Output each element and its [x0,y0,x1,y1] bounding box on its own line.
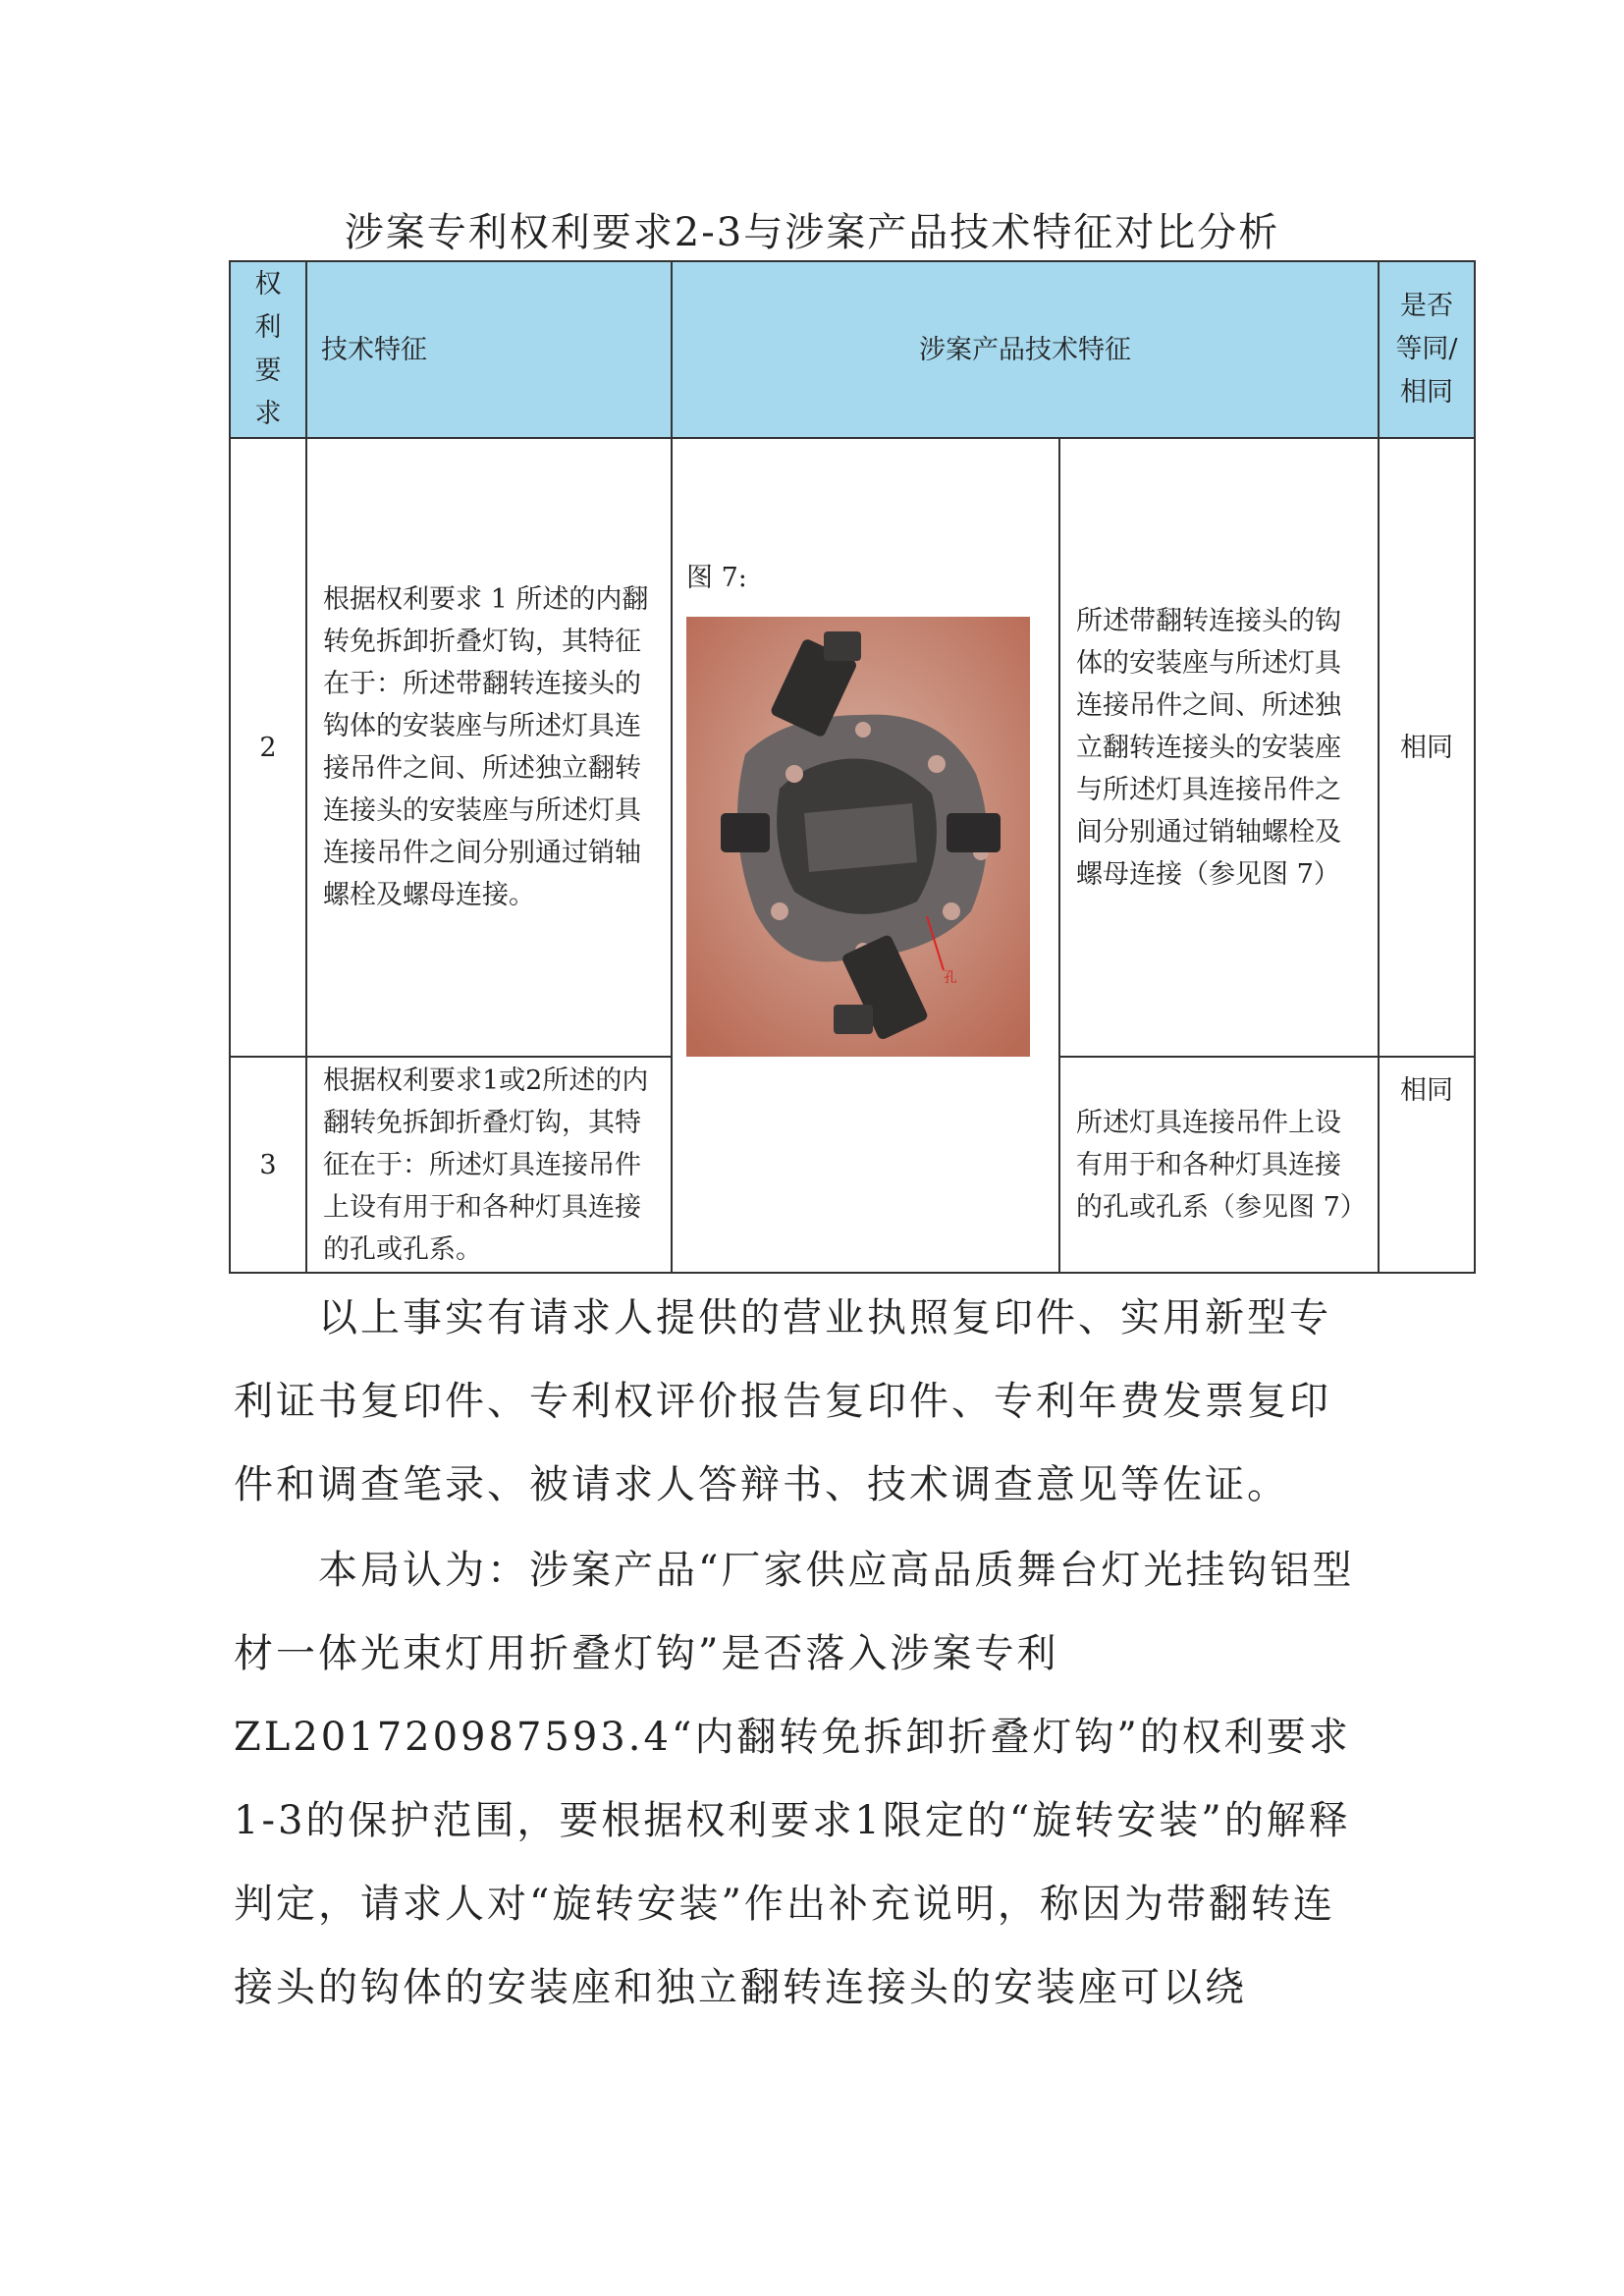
product-photo [686,617,1030,1057]
header-feature: 技术特征 [306,261,672,438]
figure-cell [672,438,1059,1273]
same-result: 相同 [1379,1057,1475,1273]
header-same: 是否等同/相同 [1379,261,1475,438]
product-feature: 所述带翻转连接头的钩体的安装座与所述灯具连接吊件之间、所述独立翻转连接头的安装座与所述灯具连接吊件之间分别通过销轴螺栓及螺母连接（参见图 7） [1059,438,1379,1057]
same-result: 相同 [1379,438,1475,1057]
evidence-paragraph: 以上事实有请求人提供的营业执照复印件、实用新型专利证书复印件、专利权评价报告复印件、专利年费发票复印件和调查笔录、被请求人答辩书、技术调查意见等佐证。 [234,1295,1331,1507]
opinion-paragraph: 本局认为：涉案产品“厂家供应高品质舞台灯光挂钩铝型材一体光束灯用折叠灯钩”是否落入涉案专利ZL201720987593.4“内翻转免拆卸折叠灯钩”的权利要求1-3的保护范围，要根据权利要求1限定的“旋转安装”的解释判定，请求人对“旋转安装”作出补充说明，称因为带翻转连接头的钩体的安装座和独立翻转连接头的安装座可以绕 [234,1548,1355,2010]
claim-number: 3 [230,1057,306,1273]
header-claim: 权利要求 [230,261,306,438]
claim-feature: 根据权利要求1或2所述的内翻转免拆卸折叠灯钩，其特征在于：所述灯具连接吊件上设有用于和各种灯具连接的孔或孔系。 [306,1057,672,1273]
claim-feature: 根据权利要求 1 所述的内翻转免拆卸折叠灯钩，其特征在于：所述带翻转连接头的钩体的安装座与所述灯具连接吊件之间、所述独立翻转连接头的安装座与所述灯具连接吊件之间分别通过销轴螺栓及螺母连接。 [306,438,672,1057]
photo-annotation: 孔 [944,970,957,986]
table-row [230,438,1475,1057]
page-title: 涉案专利权利要求2-3与涉案产品技术特征对比分析 [344,210,1280,255]
product-feature: 所述灯具连接吊件上设有用于和各种灯具连接的孔或孔系（参见图 7） [1059,1057,1379,1273]
claim-number: 2 [230,438,306,1057]
header-product: 涉案产品技术特征 [672,261,1379,438]
comparison-table [229,260,1476,1274]
figure-label: 图 7: [686,563,747,593]
